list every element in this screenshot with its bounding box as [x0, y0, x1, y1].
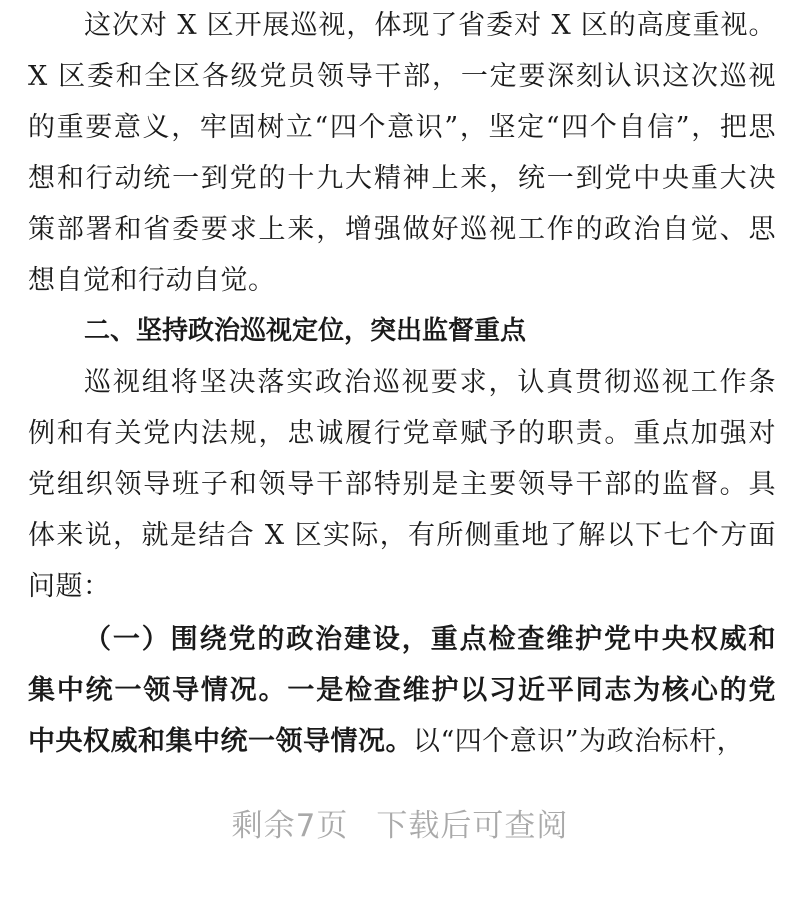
text-line: 想和行动统一到党的十九大精神上来，统一到党中央重大决 — [28, 163, 776, 194]
text-line: X 区委和全区各级党员领导干部，一定要深刻认识这次巡视 — [28, 61, 776, 92]
paragraph-2 — [28, 357, 776, 612]
text-line: 例和有关党内法规，忠诚履行党章赋予的职责。重点加强对 — [28, 418, 776, 449]
text-line: 想自觉和行动自觉。 — [28, 265, 276, 296]
text-line — [28, 716, 776, 767]
text-line: 巡视组将坚决落实政治巡视要求，认真贯彻巡视工作条 — [84, 367, 776, 398]
text-line: 体来说，就是结合 X 区实际，有所侧重地了解以下七个方面 — [28, 520, 776, 551]
download-notice[interactable] — [0, 800, 800, 845]
normal-run: 以“四个意识”为政治标杆， — [413, 726, 745, 757]
section-heading: 二、坚持政治巡视定位，突出监督重点 — [84, 316, 527, 346]
text-line: 党组织领导班子和领导干部特别是主要领导干部的监督。具 — [28, 469, 776, 500]
document-page — [28, 0, 776, 767]
text-line: 问题： — [28, 571, 111, 602]
remaining-pages-label: 剩余7页 — [231, 808, 349, 844]
text-line: （一）围绕党的政治建设，重点检查维护党中央权威和 — [84, 624, 776, 655]
bold-run: 中央权威和集中统一领导情况。 — [28, 726, 413, 757]
text-line: 策部署和省委要求上来，增强做好巡视工作的政治自觉、思 — [28, 214, 776, 245]
paragraph-1 — [28, 0, 776, 306]
paragraph-3 — [28, 614, 776, 767]
text-line: 集中统一领导情况。一是检查维护以习近平同志为核心的党 — [28, 675, 776, 706]
text-line: 的重要意义，牢固树立“四个意识”，坚定“四个自信”，把思 — [28, 112, 776, 143]
download-to-view-label: 下载后可查阅 — [376, 808, 569, 844]
text-line: 这次对 X 区开展巡视，体现了省委对 X 区的高度重视。 — [84, 10, 776, 41]
